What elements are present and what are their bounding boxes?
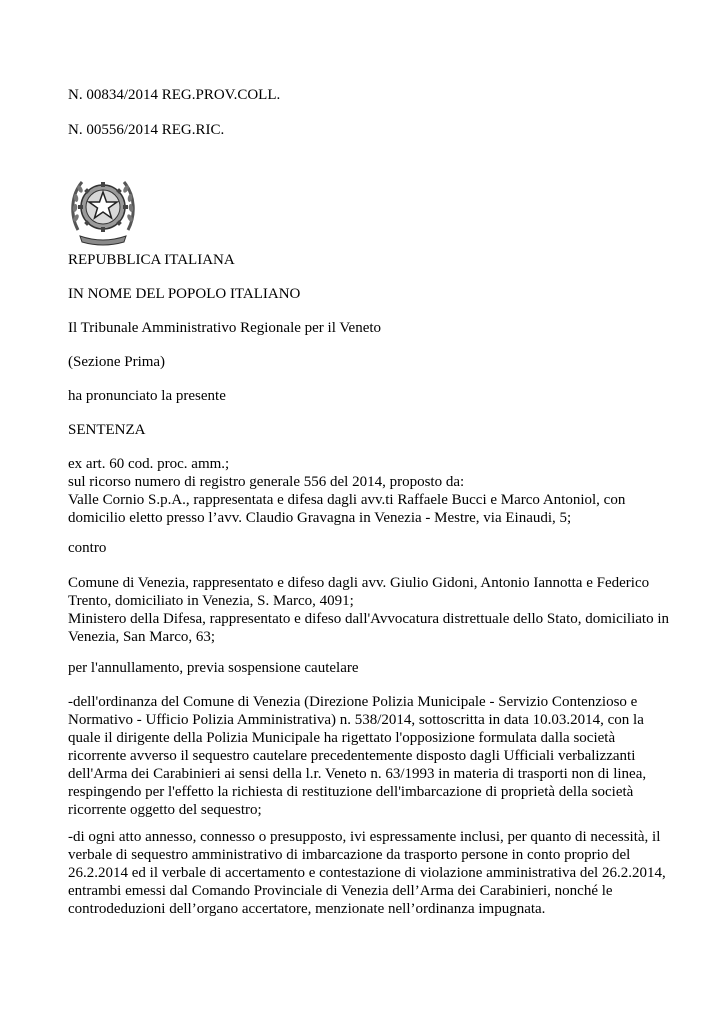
act2-line: controdeduzioni dell’organo accertatore, menzionate nell’ordinanza impugnata. [68,901,546,917]
reg-prov-coll-number: N. 00834/2014 REG.PROV.COLL. [68,87,281,103]
emblem-of-italy-icon [68,170,138,248]
respondent-line: Ministero della Difesa, rappresentato e difeso dall'Avvocatura distrettuale dello Stato, domiciliato in [68,611,669,627]
court-name: Il Tribunale Amministrativo Regionale per il Veneto [68,320,382,336]
respondents-paragraph [68,574,669,646]
act1-line: ricorrente avverso il sequestro cautelare precedentemente disposto dagli Ufficiali verbalizzanti [68,748,636,764]
act1-line: -dell'ordinanza del Comune di Venezia (Direzione Polizia Municipale - Servizio Contenzioso e [68,694,638,710]
respondent-line: Trento, domiciliato in Venezia, S. Marco, 4091; [68,593,354,609]
act2-line: 26.2.2014 ed il verbale di accertamento e contestazione di violazione amministrativa del 26.2.2014, [68,865,666,881]
act1-line: respingendo per l'effetto la richiesta di restituzione dell'imbarcazione di proprietà della società [68,784,634,800]
pronounced-line: ha pronunciato la presente [68,388,226,404]
intro-line: Valle Cornio S.p.A., rappresentata e difesa dagli avv.ti Raffaele Bucci e Marco Antoniol, con [68,492,626,508]
act2-line: entrambi emessi dal Comando Provinciale di Venezia dell’Arma dei Carabinieri, nonché le [68,883,613,899]
court-section: (Sezione Prima) [68,354,166,370]
reg-ric-number: N. 00556/2014 REG.RIC. [68,122,225,138]
respondent-line: Comune di Venezia, rappresentato e difeso dagli avv. Giulio Gidoni, Antonio Iannotta e Federico [68,575,650,591]
act1-line: ricorrente oggetto del sequestro; [68,802,262,818]
in-the-name-heading: IN NOME DEL POPOLO ITALIANO [68,286,301,302]
act1-line: quale il dirigente della Polizia Municipale ha rigettato l'opposizione formulata dalla società [68,730,616,746]
purpose-line: per l'annullamento, previa sospensione cautelare [68,660,359,676]
intro-paragraph [68,455,625,527]
act1-line: Normativo - Ufficio Polizia Amministrativa) n. 538/2014, sottoscritta in data 10.03.2014, con la [68,712,644,728]
act1-line: dell'Arma dei Carabinieri ai sensi della l.r. Veneto n. 63/1993 in materia di trasporti non di linea, [68,766,647,782]
respondent-line: Venezia, San Marco, 63; [68,629,216,645]
intro-line: domicilio eletto presso l’avv. Claudio Gravagna in Venezia - Mestre, via Einaudi, 5; [68,510,572,526]
republic-heading: REPUBBLICA ITALIANA [68,252,235,268]
intro-line: ex art. 60 cod. proc. amm.; [68,456,230,472]
judgment-type-heading: SENTENZA [68,422,146,438]
act2-line: -di ogni atto annesso, connesso o presupposto, ivi espressamente inclusi, per quanto di necessità, il [68,829,661,845]
act2-line: verbale di sequestro amministrativo di imbarcazione da trasporto persone in conto proprio del [68,847,631,863]
contro-label: contro [68,540,107,556]
challenged-act-2 [68,828,666,918]
intro-line: sul ricorso numero di registro generale 556 del 2014, proposto da: [68,474,465,490]
challenged-act-1 [68,693,646,819]
